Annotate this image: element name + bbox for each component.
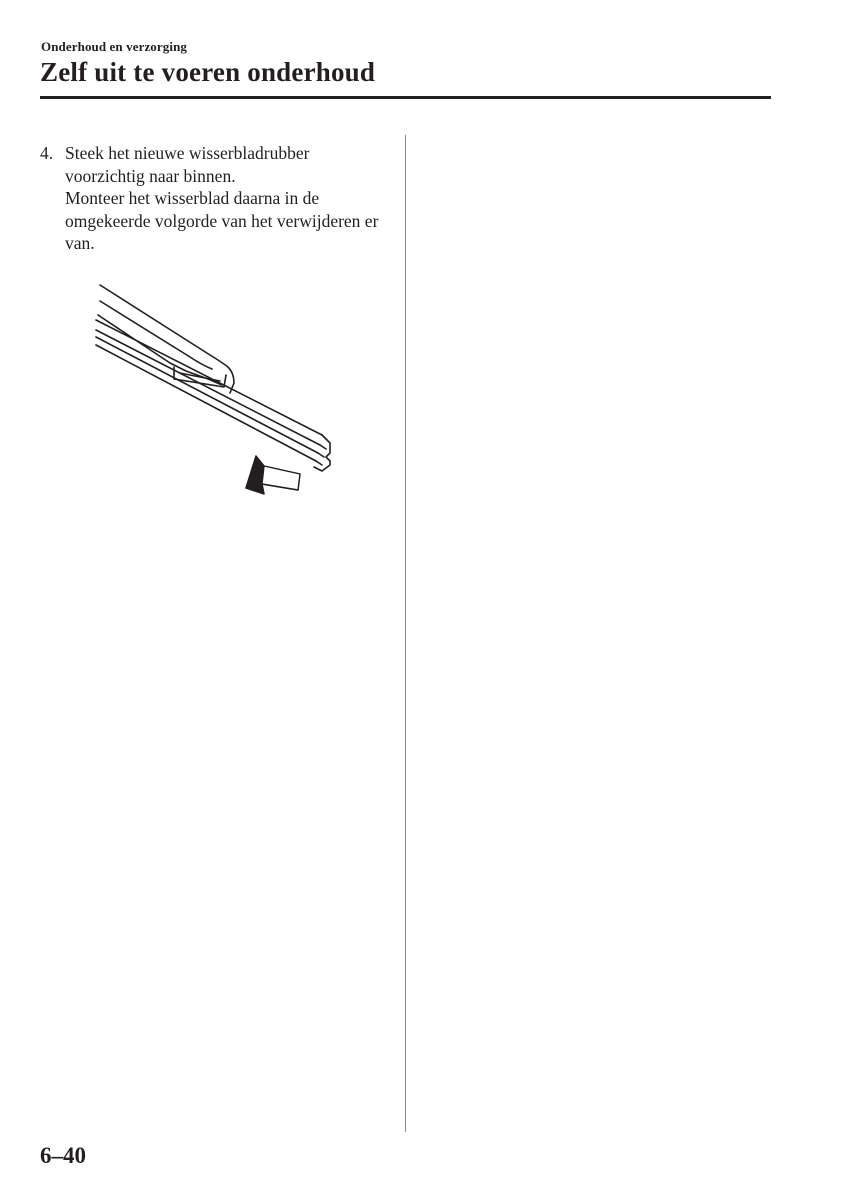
- step-number: 4.: [40, 143, 54, 163]
- page-number: 6–40: [40, 1143, 86, 1168]
- wiper-illustration: [90, 275, 340, 500]
- instruction-step: [40, 142, 380, 255]
- page-title: Zelf uit te voeren onderhoud: [40, 57, 376, 87]
- title-rule: [40, 96, 771, 99]
- step-body: [65, 142, 380, 255]
- section-label: Onderhoud en verzorging: [41, 39, 188, 54]
- push-arrow-icon: [242, 450, 306, 498]
- column-divider: [405, 135, 406, 1132]
- step-text-reassemble: Monteer het wisserblad daarna in de omgekeerde volgorde van het verwijderen er van.: [65, 188, 379, 253]
- step-text-insert: Steek het nieuwe wisserbladrubber voorzichtig naar binnen.: [65, 143, 310, 186]
